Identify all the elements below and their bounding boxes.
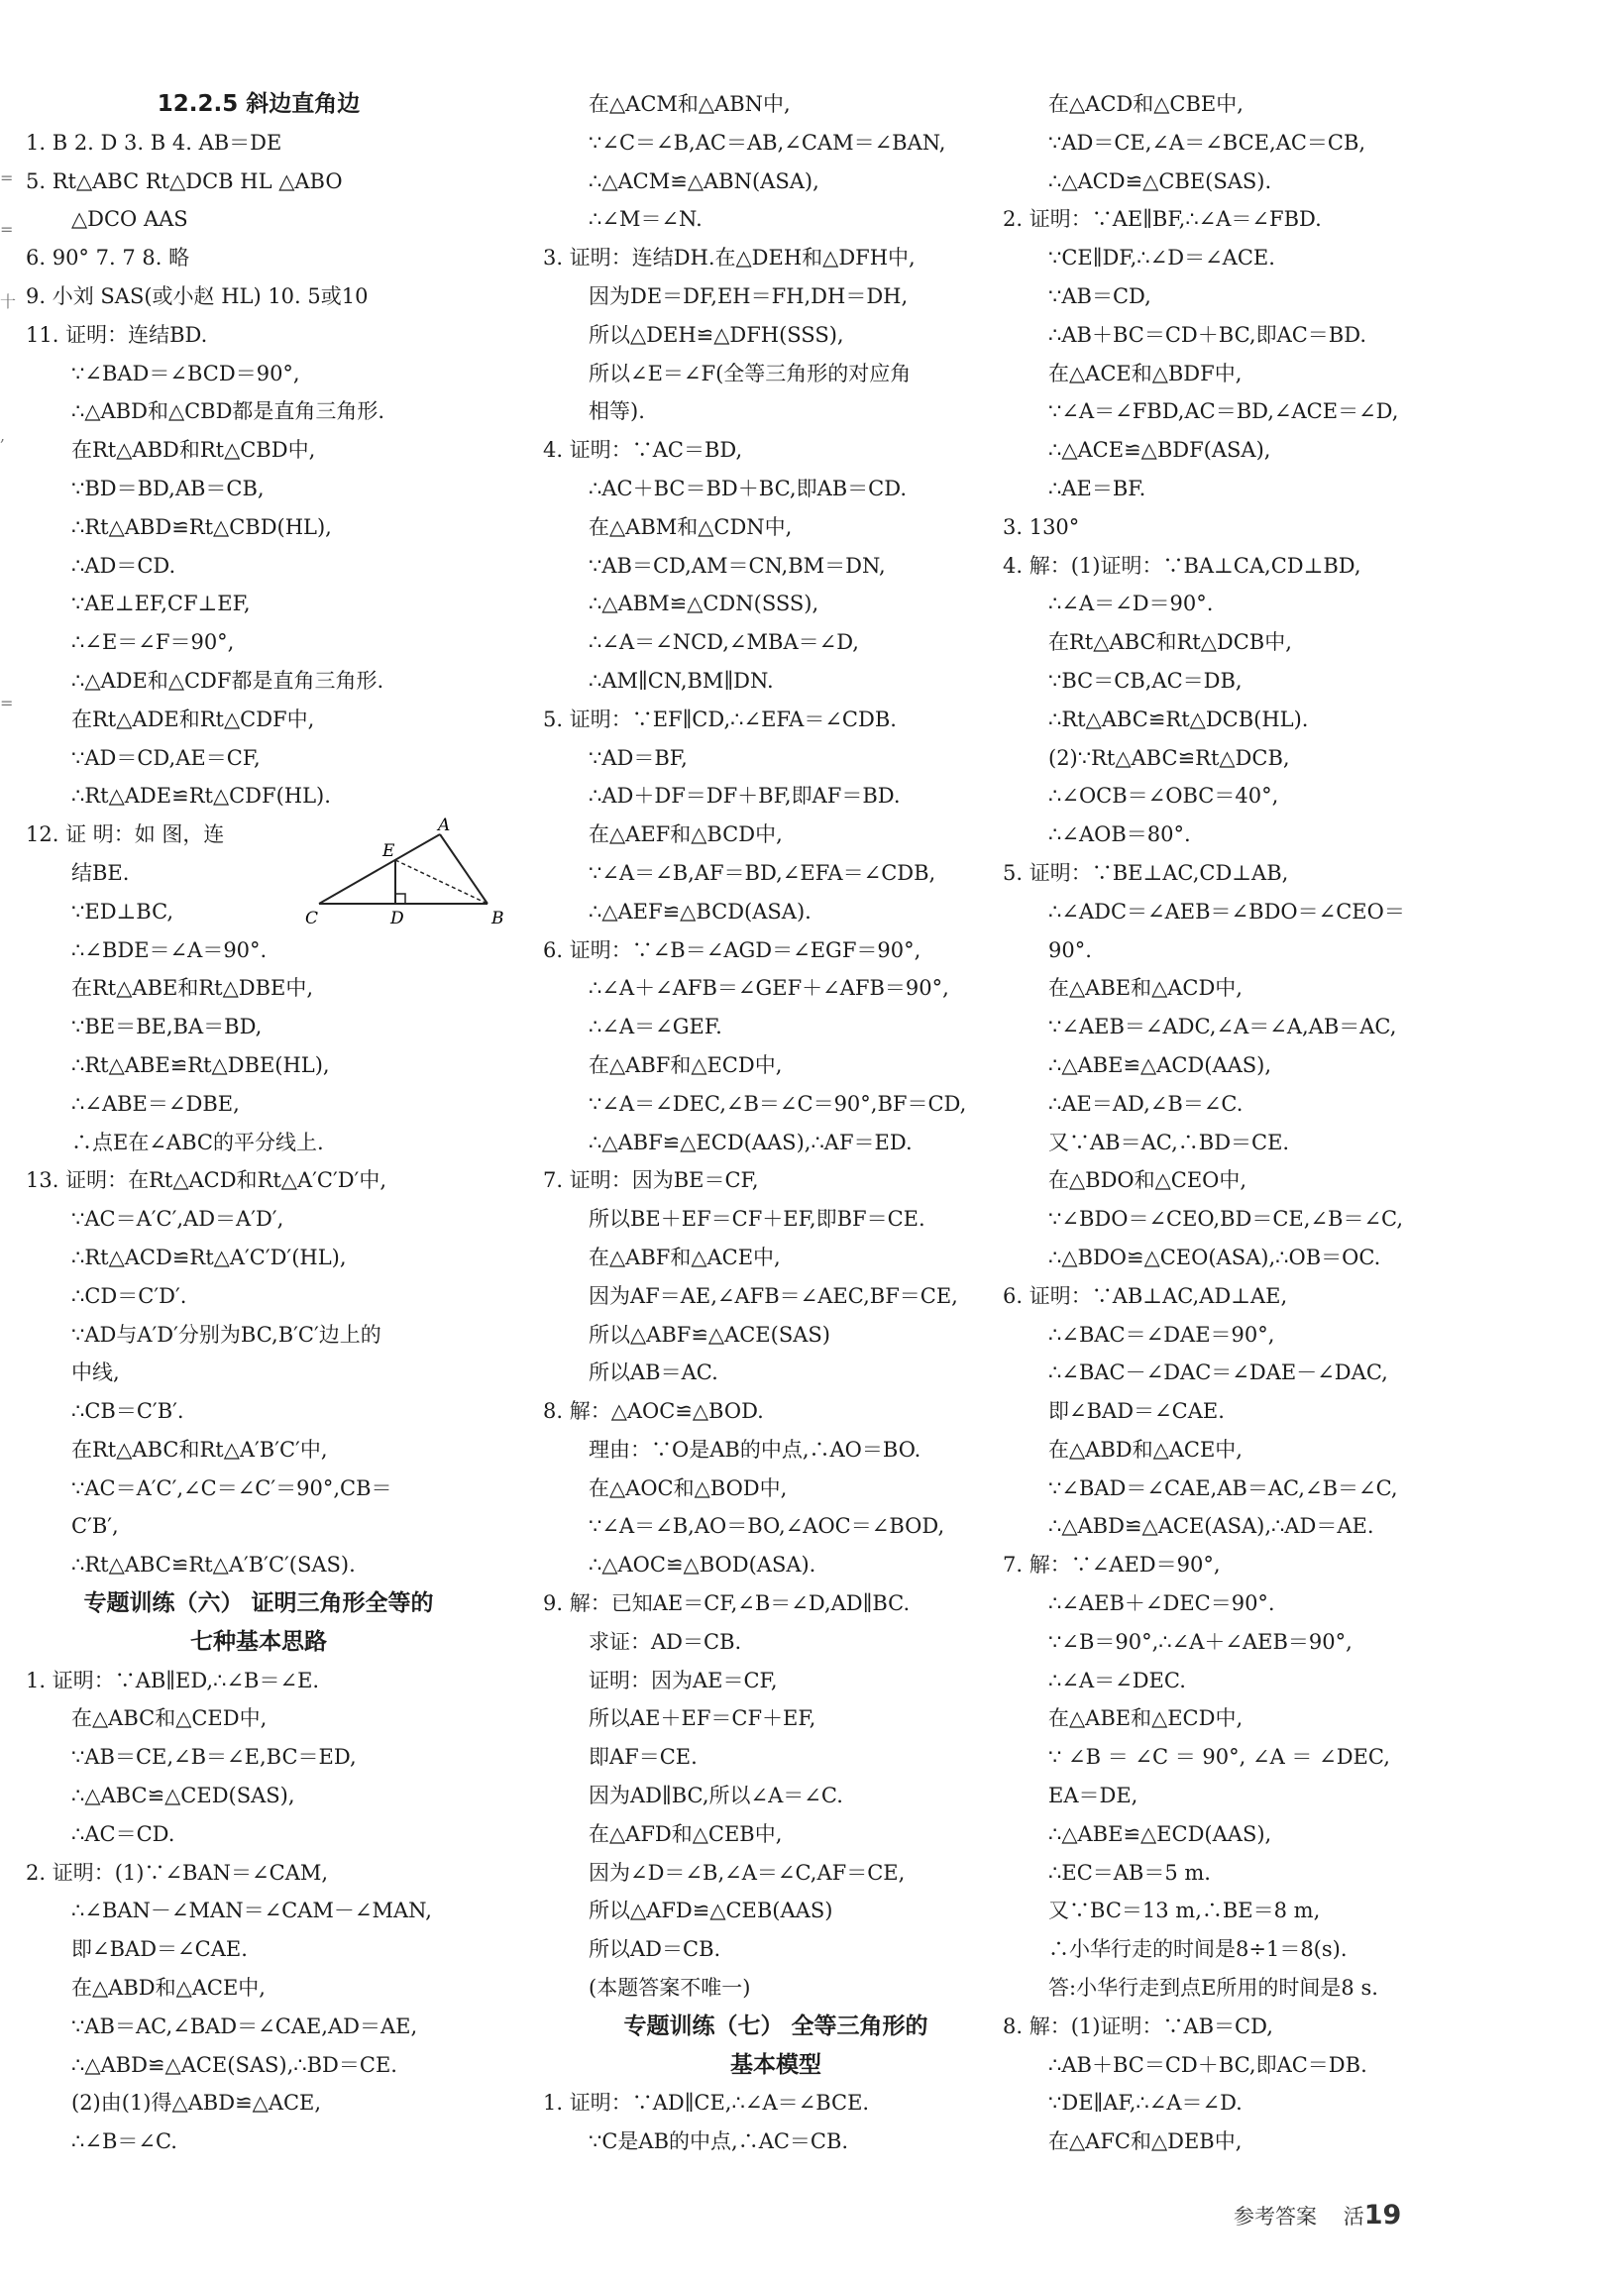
answer-line: ∴∠ABE＝∠DBE,: [71, 1091, 240, 1116]
answer-line: 8. 解：(1)证明：∵AB＝CD,: [1003, 2014, 1273, 2038]
answer-line: 11. 证明：连结BD.: [26, 322, 208, 347]
answer-line: ∵AB＝CD,: [1048, 283, 1151, 308]
answer-line: ∴△ABD≌△ACE(SAS),∴BD＝CE.: [71, 2052, 397, 2077]
margin-mark: ,: [0, 426, 6, 445]
answer-line: ∴CB＝C′B′.: [71, 1399, 184, 1424]
answer-line: 在△ACE和△BDF中,: [1048, 361, 1243, 385]
answer-line: 5. 证明：∵BE⊥AC,CD⊥AB,: [1003, 860, 1289, 885]
footer-label: 参考答案: [1234, 2205, 1317, 2229]
answer-line: ∴△AOC≌△BOD(ASA).: [589, 1553, 816, 1578]
answer-line: ∵AD＝CD,AE＝CF,: [71, 745, 261, 770]
answer-line: 在△ACD和△CBE中,: [1048, 92, 1244, 116]
answer-line: ∴△BDO≌△CEO(ASA),∴OB＝OC.: [1048, 1245, 1381, 1269]
answer-line: 在Rt△ABC和Rt△A′B′C′中,: [71, 1437, 328, 1462]
answer-column-right: [1003, 85, 1468, 2161]
answer-line: ∴△ABE≌△ACD(AAS),: [1048, 1052, 1272, 1077]
answer-line: 4. 解：(1)证明：∵BA⊥CA,CD⊥BD,: [1003, 553, 1361, 578]
answer-line: ∵∠A＝∠DEC,∠B＝∠C＝90°,BF＝CD,: [589, 1091, 967, 1116]
section-heading: 七种基本思路: [190, 1628, 327, 1655]
answer-line: 4. 证明：∵AC＝BD,: [543, 438, 743, 463]
answer-line: ∴AM∥CN,BM∥DN.: [589, 668, 774, 693]
margin-mark: 十: [0, 292, 17, 311]
answer-line: ∴∠AEB＋∠DEC＝90°.: [1048, 1591, 1275, 1616]
answer-line: ∴∠AOB＝80°.: [1048, 822, 1191, 847]
answer-line: 又∵AB＝AC,∴BD＝CE.: [1048, 1130, 1290, 1154]
answer-line: 所以△DEH≌△DFH(SSS),: [589, 322, 844, 347]
section-heading: 基本模型: [730, 2051, 821, 2078]
answer-line: ∵AB＝CE,∠B＝∠E,BC＝ED,: [71, 1745, 357, 1770]
page-number: 19: [1363, 2200, 1402, 2231]
answer-line: 1. B 2. D 3. B 4. AB＝DE: [26, 130, 282, 155]
section-heading: 12.2.5 斜边直角边: [157, 91, 361, 117]
answer-line: 6. 90° 7. 7 8. 略: [26, 246, 190, 271]
answer-line: ∴AB＋BC＝CD＋BC,即AC＝BD.: [1048, 322, 1366, 347]
answer-line: 5. 证明：∵EF∥CD,∴∠EFA＝∠CDB.: [543, 707, 897, 731]
answer-line: ∵∠B＝90°,∴∠A＋∠AEB＝90°,: [1048, 1629, 1353, 1654]
answer-line: ∵AE⊥EF,CF⊥EF,: [71, 592, 251, 616]
answer-line: 所以∠E＝∠F(全等三角形的对应角: [589, 361, 912, 385]
answer-line: ∴AE＝AD,∠B＝∠C.: [1048, 1091, 1244, 1116]
answer-line: 8. 解：△AOC≌△BOD.: [543, 1399, 764, 1424]
answer-line: ∴AD＝CD.: [71, 553, 176, 578]
answer-line: 所以AE＋EF＝CF＋EF,: [589, 1706, 816, 1731]
answer-line: 12. 证 明：如 图，连: [26, 822, 225, 847]
answer-line: ∴△ACD≌△CBE(SAS).: [1048, 168, 1272, 193]
answer-line: 90°.: [1048, 937, 1092, 962]
answer-line: 在△ABD和△ACE中,: [1048, 1437, 1243, 1462]
answer-line: 答:小华行走到点E所用的时间是8 s.: [1048, 1976, 1378, 2001]
answer-line: 在Rt△ABD和Rt△CBD中,: [71, 438, 316, 463]
answer-line: 在Rt△ABC和Rt△DCB中,: [1048, 630, 1292, 655]
answer-line: 相等).: [589, 399, 645, 424]
answer-line: 9. 小刘 SAS(或小赵 HL) 10. 5或10: [26, 283, 369, 308]
answer-line: ∴△ABC≌△CED(SAS),: [71, 1784, 295, 1808]
answer-column-left: [26, 85, 491, 2161]
answer-line: ∴△ACE≌△BDF(ASA),: [1048, 438, 1271, 463]
answer-line: 6. 证明：∵AB⊥AC,AD⊥AE,: [1003, 1283, 1288, 1308]
answer-line: ∴∠BAN－∠MAN＝∠CAM－∠MAN,: [71, 1899, 432, 1923]
answer-line: ∴Rt△ABC≌Rt△A′B′C′(SAS).: [71, 1553, 356, 1578]
answer-line: ∵ED⊥BC,: [71, 899, 174, 924]
answer-line: ∴AC＝CD.: [71, 1821, 175, 1846]
answer-line: 6. 证明：∵∠B＝∠AGD＝∠EGF＝90°,: [543, 937, 921, 962]
answer-line: ∴Rt△ABD≌Rt△CBD(HL),: [71, 514, 332, 539]
answer-line: ∵AD＝CE,∠A＝∠BCE,AC＝CB,: [1048, 130, 1366, 155]
answer-line: C′B′,: [71, 1514, 119, 1539]
answer-line: ∴Rt△ABE≌Rt△DBE(HL),: [71, 1052, 330, 1077]
answer-line: ∴Rt△ABC≌Rt△DCB(HL).: [1048, 707, 1309, 731]
answer-line: ∵AD＝BF,: [589, 745, 688, 770]
answer-line: ∵DE∥AF,∴∠A＝∠D.: [1048, 2091, 1243, 2116]
answer-line: 结BE.: [71, 860, 130, 885]
answer-line: 所以△ABF≌△ACE(SAS): [589, 1322, 830, 1347]
page-footer: [1234, 2200, 1401, 2231]
answer-line: ∴∠B＝∠C.: [71, 2129, 177, 2154]
answer-line: ∵∠BDO＝∠CEO,BD＝CE,∠B＝∠C,: [1048, 1207, 1404, 1232]
answer-line: 在△ABD和△ACE中,: [71, 1976, 266, 2001]
answer-line: 所以BE＋EF＝CF＋EF,即BF＝CE.: [589, 1207, 925, 1232]
answer-line: ∵∠BAD＝∠CAE,AB＝AC,∠B＝∠C,: [1048, 1475, 1398, 1500]
answer-line: 证明：因为AE＝CF,: [589, 1668, 778, 1692]
answer-line: ∴∠M＝∠N.: [589, 207, 703, 232]
answer-line: 因为AF＝AE,∠AFB＝∠AEC,BF＝CE,: [589, 1283, 958, 1308]
answer-line: 所以AB＝AC.: [589, 1361, 718, 1385]
answer-line: 因为DE＝DF,EH＝FH,DH＝DH,: [589, 283, 909, 308]
answer-line: 13. 证明：在Rt△ACD和Rt△A′C′D′中,: [26, 1168, 386, 1193]
answer-line: ∵C是AB的中点,∴AC＝CB.: [589, 2129, 849, 2154]
answer-line: ∴∠ADC＝∠AEB＝∠BDO＝∠CEO＝: [1048, 899, 1405, 924]
answer-line: ∵AB＝CD,AM＝CN,BM＝DN,: [589, 553, 886, 578]
answer-line: 理由：∵O是AB的中点,∴AO＝BO.: [589, 1437, 921, 1462]
answer-line: ∴∠E＝∠F＝90°,: [71, 630, 235, 655]
answer-line: 在△ABE和△ACD中,: [1048, 976, 1243, 1001]
answer-line: ∵AD与A′D′分别为BC,B′C′边上的: [71, 1322, 381, 1347]
margin-mark: =: [0, 168, 14, 187]
answer-line: 2. 证明：(1)∵∠BAN＝∠CAM,: [26, 1860, 329, 1885]
answer-line: ∴∠A＋∠AFB＝∠GEF＋∠AFB＝90°,: [589, 976, 949, 1001]
answer-line: 即AF＝CE.: [589, 1745, 698, 1770]
answer-line: ∴AE＝BF.: [1048, 476, 1146, 500]
answer-line: 因为AD∥BC,所以∠A＝∠C.: [589, 1784, 843, 1808]
answer-line: 所以AD＝CB.: [589, 1937, 721, 1962]
answer-line: ∵∠A＝∠FBD,AC＝BD,∠ACE＝∠D,: [1048, 399, 1399, 424]
answer-line: ∵ ∠B ＝ ∠C ＝ 90°, ∠A ＝ ∠DEC,: [1048, 1745, 1390, 1770]
margin-mark: =: [0, 694, 14, 712]
answer-line: ∴△ABE≌△ECD(AAS),: [1048, 1821, 1272, 1846]
answer-line: 又∵BC＝13 m,∴BE＝8 m,: [1048, 1899, 1321, 1923]
answer-line: ∴△ABD≌△ACE(ASA),∴AD＝AE.: [1048, 1514, 1374, 1539]
answer-line: 1. 证明：∵AB∥ED,∴∠B＝∠E.: [26, 1668, 320, 1692]
vertex-label-d: D: [390, 909, 404, 928]
answer-line: ∵BE＝BE,BA＝BD,: [71, 1015, 263, 1039]
answer-line: ∴点E在∠ABC的平分线上.: [71, 1130, 324, 1154]
answer-line: ∴Rt△ACD≌Rt△A′C′D′(HL),: [71, 1245, 347, 1269]
answer-line: 在△ABF和△ECD中,: [589, 1052, 783, 1077]
answer-line: ∴Rt△ADE≌Rt△CDF(HL).: [71, 784, 331, 809]
answer-line: ∴∠A＝∠D＝90°.: [1048, 592, 1214, 616]
answer-line: (本题答案不唯一): [589, 1976, 751, 2001]
answer-line: (2)由(1)得△ABD≌△ACE,: [71, 2091, 322, 2116]
answer-line: 在△ABM和△CDN中,: [589, 514, 793, 539]
answer-line: ∴AC＋BC＝BD＋BC,即AB＝CD.: [589, 476, 907, 500]
vertex-label-e: E: [382, 841, 395, 861]
section-heading: 专题训练（六） 证明三角形全等的: [83, 1590, 434, 1617]
answer-line: 在△ABE和△ECD中,: [1048, 1706, 1244, 1731]
answer-line: ∴AB＋BC＝CD＋BC,即AC＝DB.: [1048, 2052, 1367, 2077]
answer-line: ∴△AEF≌△BCD(ASA).: [589, 899, 812, 924]
answer-line: 7. 解：∵∠AED＝90°,: [1003, 1553, 1221, 1578]
answer-line: 在△BDO和△CEO中,: [1048, 1168, 1247, 1193]
answer-line: ∴小华行走的时间是8÷1＝8(s).: [1048, 1937, 1348, 1962]
answer-line: ∴△ADE和△CDF都是直角三角形.: [71, 668, 384, 693]
answer-line: ∴∠A＝∠NCD,∠MBA＝∠D,: [589, 630, 859, 655]
answer-line: ∴△ACM≌△ABN(ASA),: [589, 168, 819, 193]
answer-line: ∴∠A＝∠DEC.: [1048, 1668, 1186, 1692]
answer-line: 1. 证明：∵AD∥CE,∴∠A＝∠BCE.: [543, 2091, 870, 2116]
answer-line: ∵CE∥DF,∴∠D＝∠ACE.: [1048, 246, 1275, 271]
margin-mark: =: [0, 220, 14, 239]
answer-line: ∵BC＝CB,AC＝DB,: [1048, 668, 1243, 693]
answer-line: 在△AOC和△BOD中,: [589, 1475, 788, 1500]
answer-line: ∴∠BAC＝∠DAE＝90°,: [1048, 1322, 1275, 1347]
answer-line: ∴△ABD和△CBD都是直角三角形.: [71, 399, 385, 424]
vertex-label-c: C: [305, 909, 319, 928]
answer-line: 3. 证明：连结DH.在△DEH和△DFH中,: [543, 246, 916, 271]
answer-line: ∵∠A＝∠B,AF＝BD,∠EFA＝∠CDB,: [589, 860, 936, 885]
answer-line: 2. 证明：∵AE∥BF,∴∠A＝∠FBD.: [1003, 207, 1322, 232]
answer-line: 5. Rt△ABC Rt△DCB HL △ABO: [26, 168, 343, 193]
answer-line: 因为∠D＝∠B,∠A＝∠C,AF＝CE,: [589, 1860, 906, 1885]
answer-line: ∴∠OCB＝∠OBC＝40°,: [1048, 784, 1279, 809]
answer-line: 在Rt△ADE和Rt△CDF中,: [71, 707, 315, 731]
answer-line: ∵∠C＝∠B,AC＝AB,∠CAM＝∠BAN,: [589, 130, 946, 155]
answer-line: 3. 130°: [1003, 514, 1080, 539]
answer-line: 即∠BAD＝∠CAE.: [1048, 1399, 1225, 1424]
section-heading: 专题训练（七） 全等三角形的: [623, 2013, 928, 2039]
answer-line: 9. 解：已知AE＝CF,∠B＝∠D,AD∥BC.: [543, 1591, 911, 1616]
answer-line: ∴CD＝C′D′.: [71, 1283, 187, 1308]
answer-line: ∵∠A＝∠B,AO＝BO,∠AOC＝∠BOD,: [589, 1514, 945, 1539]
answer-line: 在△AEF和△BCD中,: [589, 822, 783, 847]
answer-line: ∵∠BAD＝∠BCD＝90°,: [71, 361, 300, 385]
answer-line: ∴∠A＝∠GEF.: [589, 1015, 722, 1039]
answer-line: 求证：AD＝CB.: [589, 1629, 742, 1654]
answer-line: EA＝DE,: [1048, 1784, 1138, 1808]
answer-line: ∵∠AEB＝∠ADC,∠A＝∠A,AB＝AC,: [1048, 1015, 1397, 1039]
answer-line: 中线,: [71, 1361, 120, 1385]
vertex-label-a: A: [438, 816, 451, 835]
answer-line: ∵AB＝AC,∠BAD＝∠CAE,AD＝AE,: [71, 2014, 418, 2038]
answer-line: 在△AFD和△CEB中,: [589, 1821, 783, 1846]
answer-line: △DCO AAS: [71, 207, 188, 232]
answer-line: ∴∠BAC－∠DAC＝∠DAE－∠DAC,: [1048, 1361, 1388, 1385]
answer-line: ∵BD＝BD,AB＝CB,: [71, 476, 265, 500]
answer-line: 在△ACM和△ABN中,: [589, 92, 791, 116]
answer-line: (2)∵Rt△ABC≌Rt△DCB,: [1048, 745, 1290, 770]
footer-activity: 活: [1343, 2205, 1364, 2229]
vertex-label-b: B: [491, 909, 504, 928]
answer-line: 在△ABC和△CED中,: [71, 1706, 268, 1731]
answer-line: ∴△ABM≌△CDN(SSS),: [589, 592, 819, 616]
answer-line: 在△ABF和△ACE中,: [589, 1245, 781, 1269]
answer-line: 即∠BAD＝∠CAE.: [71, 1937, 248, 1962]
triangle-figure: [299, 745, 507, 943]
answer-line: ∵AC＝A′C′,∠C＝∠C′＝90°,CB＝: [71, 1475, 392, 1500]
answer-line: ∴∠BDE＝∠A＝90°.: [71, 937, 268, 962]
answer-line: 在△AFC和△DEB中,: [1048, 2129, 1243, 2154]
answer-line: 所以△AFD≌△CEB(AAS): [589, 1899, 833, 1923]
answer-line: ∴AD＋DF＝DF＋BF,即AF＝BD.: [589, 784, 901, 809]
answer-line: ∴△ABF≌△ECD(AAS),∴AF＝ED.: [589, 1130, 913, 1154]
answer-column-middle: [543, 85, 1009, 2161]
answer-line: 在Rt△ABE和Rt△DBE中,: [71, 976, 314, 1001]
answer-line: ∵AC＝A′C′,AD＝A′D′,: [71, 1207, 284, 1232]
answer-line: 7. 证明：因为BE＝CF,: [543, 1168, 759, 1193]
answer-line: ∴EC＝AB＝5 m.: [1048, 1860, 1211, 1885]
